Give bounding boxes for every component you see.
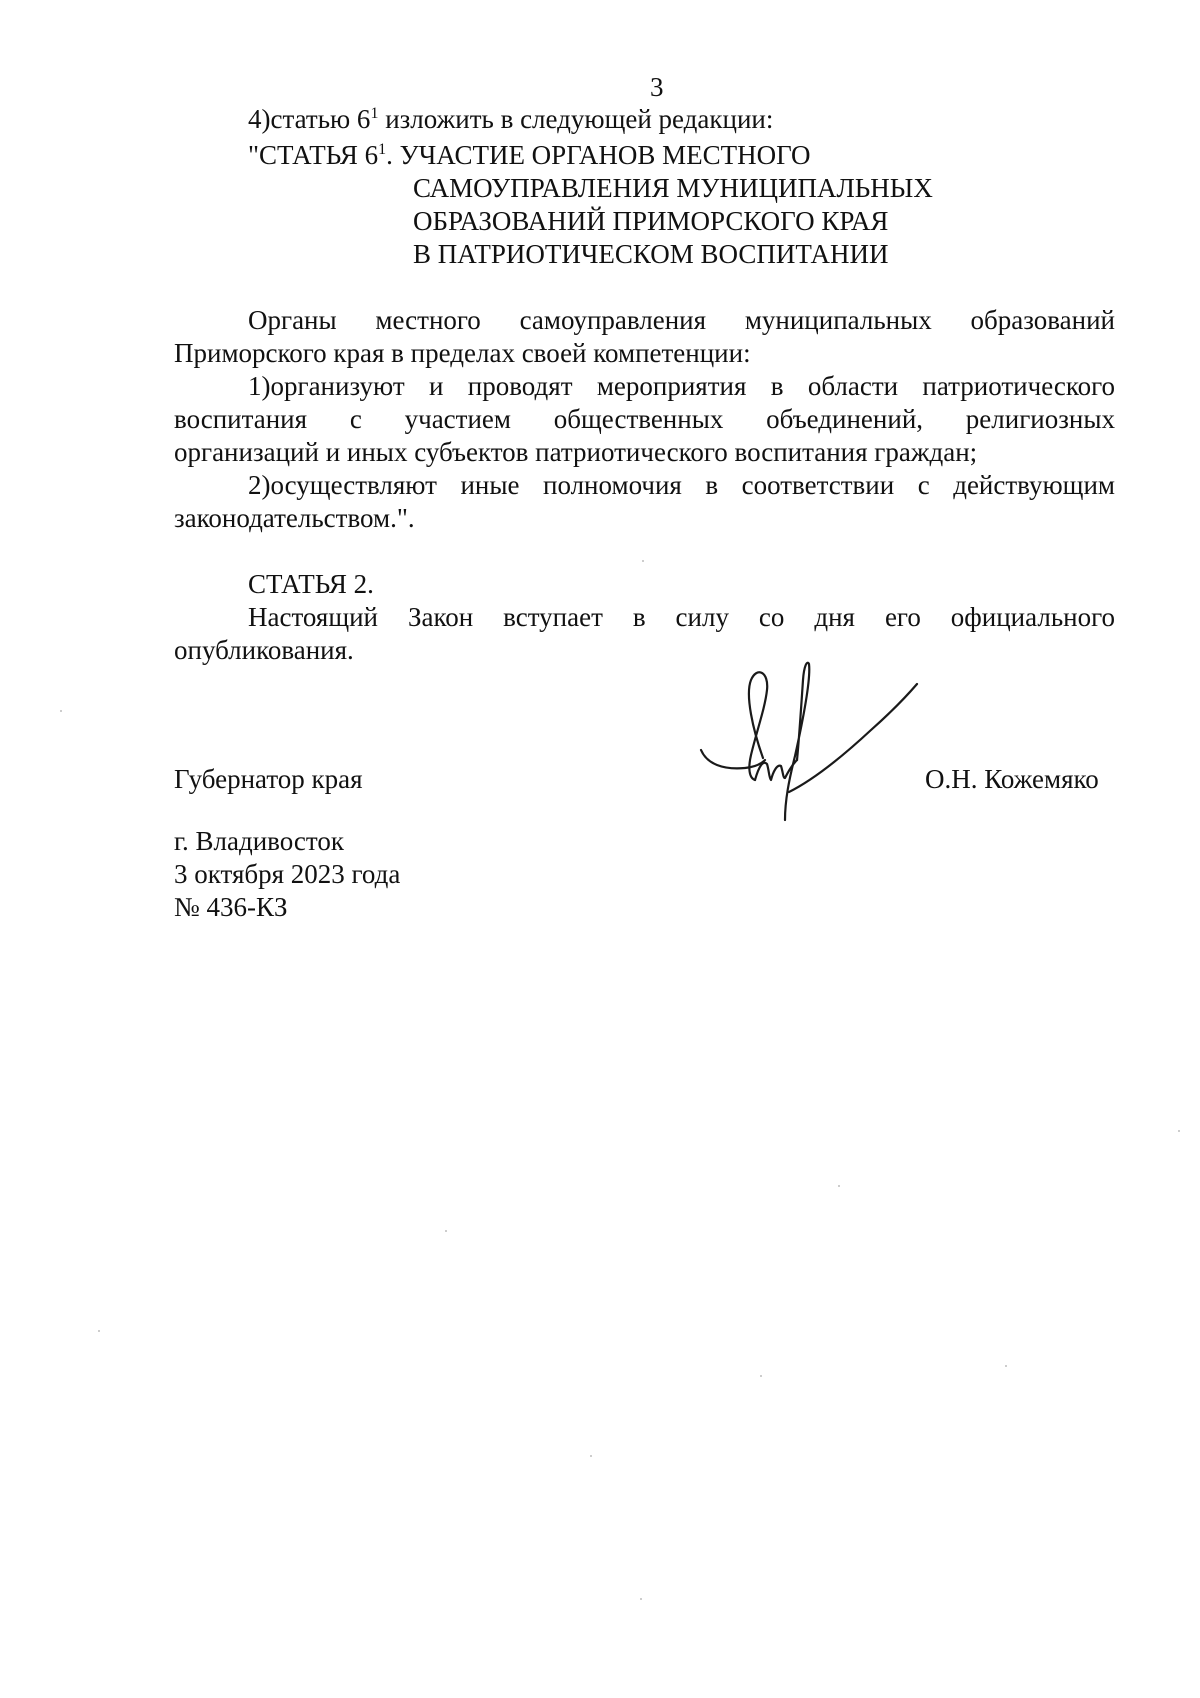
scan-speck (760, 1375, 762, 1377)
city: г. Владивосток (174, 826, 344, 856)
amendment-intro-superscript: 1 (370, 105, 379, 122)
scan-speck (838, 1185, 840, 1187)
paragraph-1-line-2: Приморского края в пределах своей компетенции: (174, 338, 751, 368)
signer-name: О.Н. Кожемяко (925, 764, 1099, 794)
article-heading-line-3: ОБРАЗОВАНИЙ ПРИМОРСКОГО КРАЯ (413, 206, 889, 236)
scan-speck (1178, 1130, 1180, 1132)
article-heading-line-2: САМОУПРАВЛЕНИЯ МУНИЦИПАЛЬНЫХ (413, 173, 933, 203)
article-heading-line-1 (248, 140, 811, 171)
article-heading-text: "СТАТЬЯ 6 (248, 140, 379, 170)
scan-speck (640, 1598, 642, 1600)
amendment-intro-text-end: изложить в следующей редакции: (378, 104, 774, 134)
handwritten-signature (693, 660, 933, 830)
scan-speck (642, 560, 644, 562)
amendment-intro (248, 104, 773, 135)
amendment-intro-text: 4)статью 6 (248, 104, 371, 134)
article-heading-superscript: 1 (378, 141, 387, 158)
scan-speck (60, 710, 62, 712)
paragraph-1-line-1: Органы местного самоуправления муниципальных образований (248, 305, 1115, 335)
item-1-line-3: организаций и иных субъектов патриотического воспитания граждан; (174, 437, 978, 467)
item-2-line-1: 2)осуществляют иные полномочия в соответствии с действующим (248, 470, 1115, 500)
article-2-line-1: Настоящий Закон вступает в силу со дня его официального (248, 602, 1115, 632)
item-1-line-2: воспитания с участием общественных объединений, религиозных (174, 404, 1115, 434)
page-number: 3 (650, 72, 664, 102)
article-2-heading: СТАТЬЯ 2. (248, 569, 374, 599)
law-date: 3 октября 2023 года (174, 859, 401, 889)
scan-speck (1005, 1365, 1007, 1367)
item-2-line-2: законодательством.". (174, 503, 415, 533)
scan-speck (590, 1455, 592, 1457)
article-heading-text-end: . УЧАСТИЕ ОРГАНОВ МЕСТНОГО (386, 140, 811, 170)
item-1-line-1: 1)организуют и проводят мероприятия в области патриотического (248, 371, 1115, 401)
scan-speck (445, 1230, 447, 1232)
scan-speck (98, 1330, 100, 1332)
article-2-line-2: опубликования. (174, 635, 354, 665)
law-number: № 436-КЗ (174, 892, 288, 922)
article-heading-line-4: В ПАТРИОТИЧЕСКОМ ВОСПИТАНИИ (413, 239, 889, 269)
governor-title: Губернатор края (174, 764, 363, 794)
